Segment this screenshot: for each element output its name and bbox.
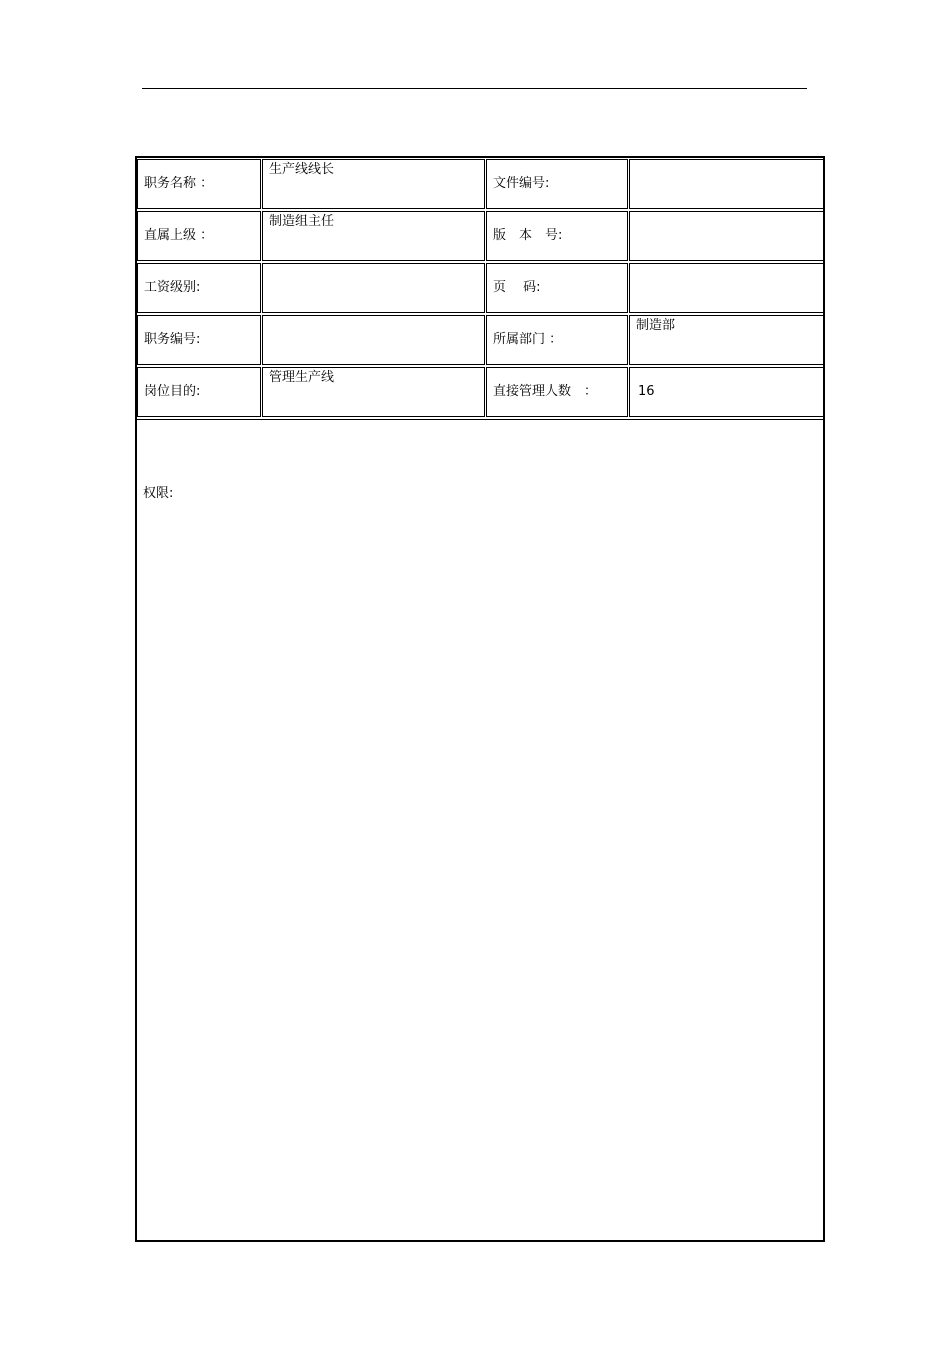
- position-number-value: [262, 315, 485, 365]
- version-number-value: [629, 211, 824, 261]
- page-number-label: 页 码:: [486, 263, 628, 313]
- document-number-value: [629, 159, 824, 209]
- document-number-label: 文件编号:: [486, 159, 628, 209]
- position-number-label: 职务编号:: [137, 315, 261, 365]
- header-rule: [142, 88, 807, 89]
- position-purpose-value: 管理生产线: [262, 367, 485, 417]
- job-title-label: 职务名称 ：: [137, 159, 261, 209]
- salary-grade-label: 工资级别:: [137, 263, 261, 313]
- direct-supervisor-value: 制造组主任: [262, 211, 485, 261]
- direct-supervisor-label: 直属上级 ：: [137, 211, 261, 261]
- direct-reports-value: 16: [629, 367, 824, 417]
- version-number-label: 版 本 号:: [486, 211, 628, 261]
- authority-section: [137, 419, 824, 1241]
- position-purpose-label: 岗位目的:: [137, 367, 261, 417]
- direct-reports-label: 直接管理人数 ：: [486, 367, 628, 417]
- job-title-value: 生产线线长: [262, 159, 485, 209]
- salary-grade-value: [262, 263, 485, 313]
- department-value: 制造部: [629, 315, 824, 365]
- authority-label: 权限:: [143, 486, 174, 501]
- page-number-value: [629, 263, 824, 313]
- department-label: 所属部门 ：: [486, 315, 628, 365]
- job-description-form: [135, 156, 825, 1242]
